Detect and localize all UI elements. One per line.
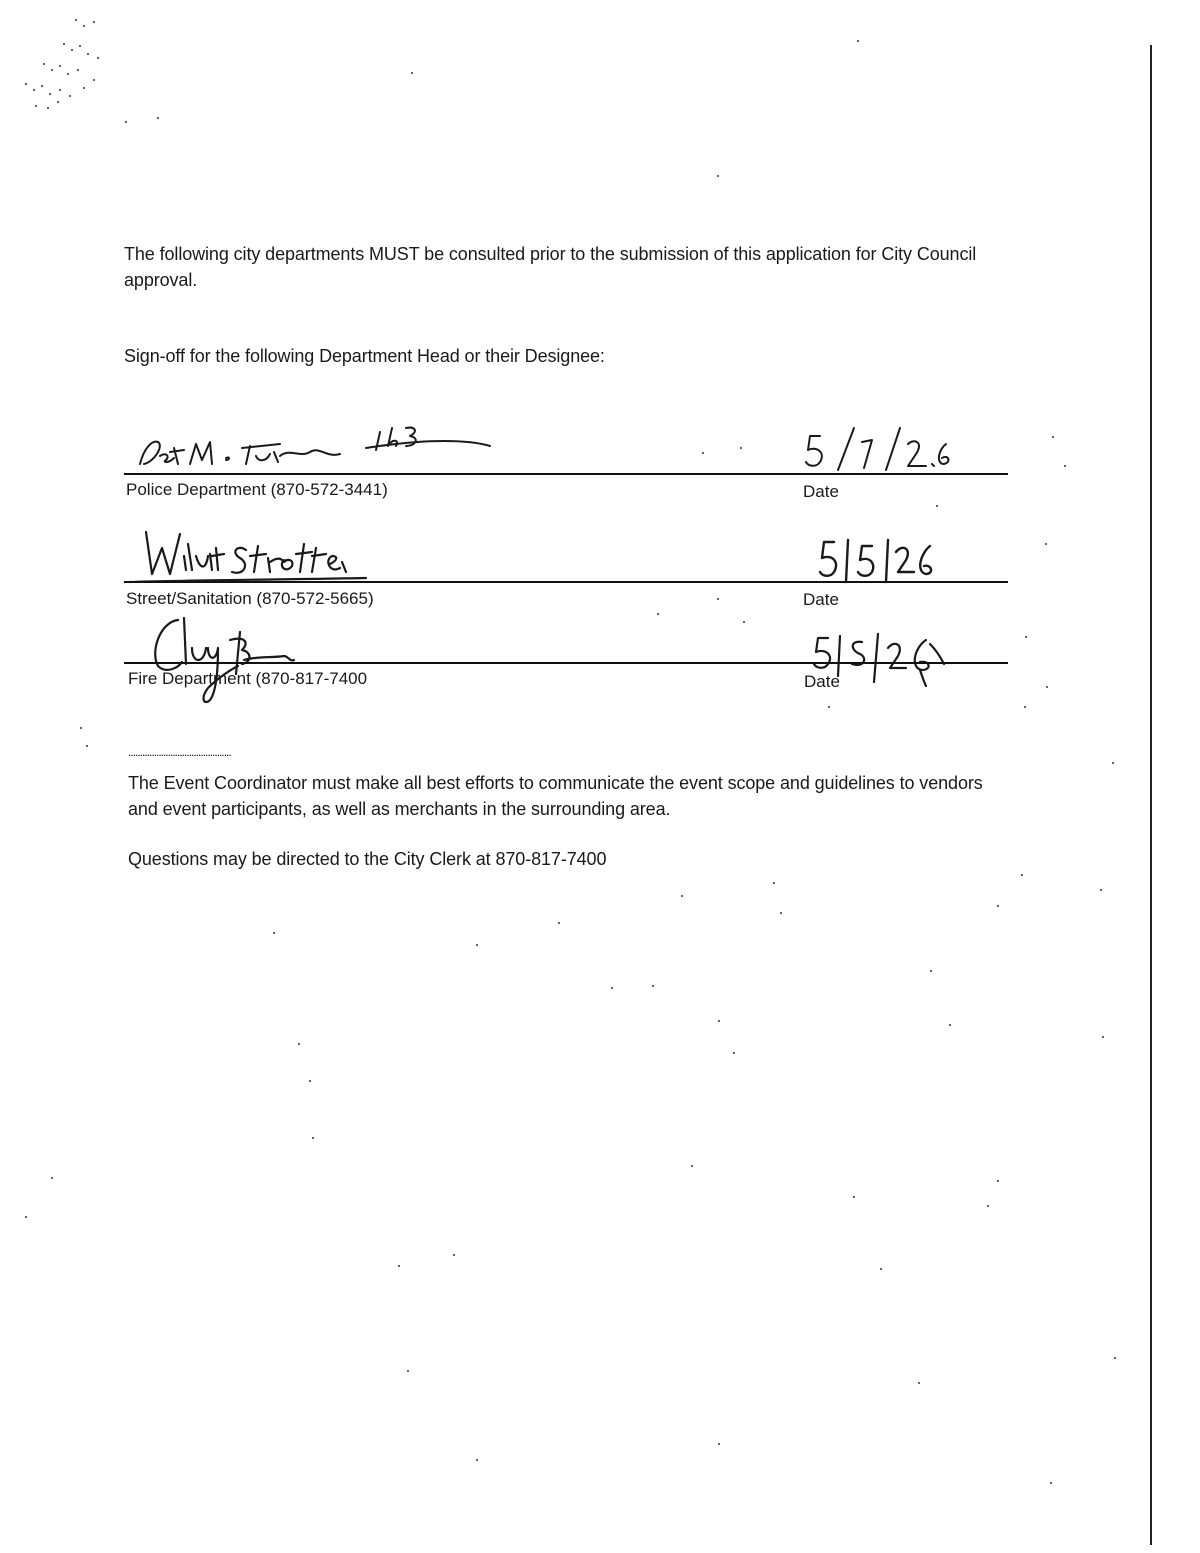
scan-speck (1050, 1482, 1052, 1484)
scan-speck (453, 1254, 455, 1256)
fire-date-label: Date (804, 672, 840, 691)
street-sanitation-label: Street/Sanitation (870-572-5665) (126, 589, 374, 608)
scan-speck (1102, 1036, 1104, 1038)
scan-speck (780, 912, 782, 914)
scan-speck (717, 175, 719, 177)
scan-speck (853, 1196, 855, 1198)
police-department-label: Police Department (870-572-3441) (126, 480, 388, 499)
scan-speck (476, 944, 478, 946)
scan-speck (702, 452, 704, 454)
scan-speck (86, 745, 88, 747)
scan-speck (80, 727, 82, 729)
scan-speck (125, 121, 127, 123)
scan-speck (880, 1268, 882, 1270)
scan-speck (1114, 1357, 1116, 1359)
scan-speck (773, 882, 775, 884)
street-sanitation-date-handwritten (812, 536, 942, 586)
scan-speck (1112, 762, 1114, 764)
coordinator-note: The Event Coordinator must make all best efforts to communicate the event scope and guidelines to vendors and event participants, as well as merchants in the surrounding area. (128, 773, 983, 819)
scan-speck (1024, 706, 1026, 708)
scan-speck (1100, 889, 1102, 891)
scan-speck (717, 598, 719, 600)
scan-speck (1045, 543, 1047, 545)
dotted-divider: ............................................ (128, 745, 231, 759)
scan-speck (740, 447, 742, 449)
scan-speck (681, 895, 683, 897)
questions-line: Questions may be directed to the City Clerk at 870-817-7400 (128, 849, 607, 869)
scan-speck (298, 1043, 300, 1045)
scan-speck (398, 1265, 400, 1267)
scan-speck (987, 1205, 989, 1207)
scan-speck (657, 613, 659, 615)
police-signature-line (124, 473, 1008, 475)
scan-speck (1052, 436, 1054, 438)
scan-speck (309, 1080, 311, 1082)
scan-speck (25, 1216, 27, 1218)
scan-speck (157, 117, 159, 119)
scan-speck (1025, 636, 1027, 638)
page-edge-line (1150, 45, 1152, 1545)
scan-speck (733, 1052, 735, 1054)
scan-speck (312, 1137, 314, 1139)
scan-speck (936, 505, 938, 507)
scan-speck (273, 932, 275, 934)
scan-speck (407, 1370, 409, 1372)
scan-speck (930, 970, 932, 972)
intro-paragraph: The following city departments MUST be consulted prior to the submission of this application for City Council approval. (124, 244, 977, 290)
scan-speck (949, 1024, 951, 1026)
scan-speck (743, 621, 745, 623)
scan-speck (1064, 465, 1066, 467)
street-sanitation-signature-line (124, 581, 1008, 583)
scan-speck (997, 905, 999, 907)
signoff-heading: Sign-off for the following Department Head or their Designee: (124, 346, 605, 366)
scan-speck (691, 1165, 693, 1167)
scan-speck (1021, 874, 1023, 876)
scan-speck (558, 922, 560, 924)
street-sanitation-signature (126, 526, 376, 588)
scan-speck (1046, 686, 1048, 688)
scan-speck (476, 1459, 478, 1461)
police-signature (130, 418, 500, 470)
scan-speck (997, 1180, 999, 1182)
police-date-handwritten (800, 424, 960, 474)
fire-department-label: Fire Department (870-817-7400 (128, 669, 368, 688)
scan-speck (652, 985, 654, 987)
scan-speck (918, 1382, 920, 1384)
scan-speck (718, 1020, 720, 1022)
scan-speck (611, 987, 613, 989)
scan-speck (857, 40, 859, 42)
scan-speck (718, 1443, 720, 1445)
scan-speck (51, 1177, 53, 1179)
scan-speck (828, 706, 830, 708)
corner-scan-speckle (14, 14, 106, 114)
street-sanitation-date-label: Date (803, 590, 839, 609)
fire-signature (148, 612, 308, 708)
fire-signature-line (124, 662, 1008, 664)
police-date-label: Date (803, 482, 839, 501)
scan-speck (411, 72, 413, 74)
